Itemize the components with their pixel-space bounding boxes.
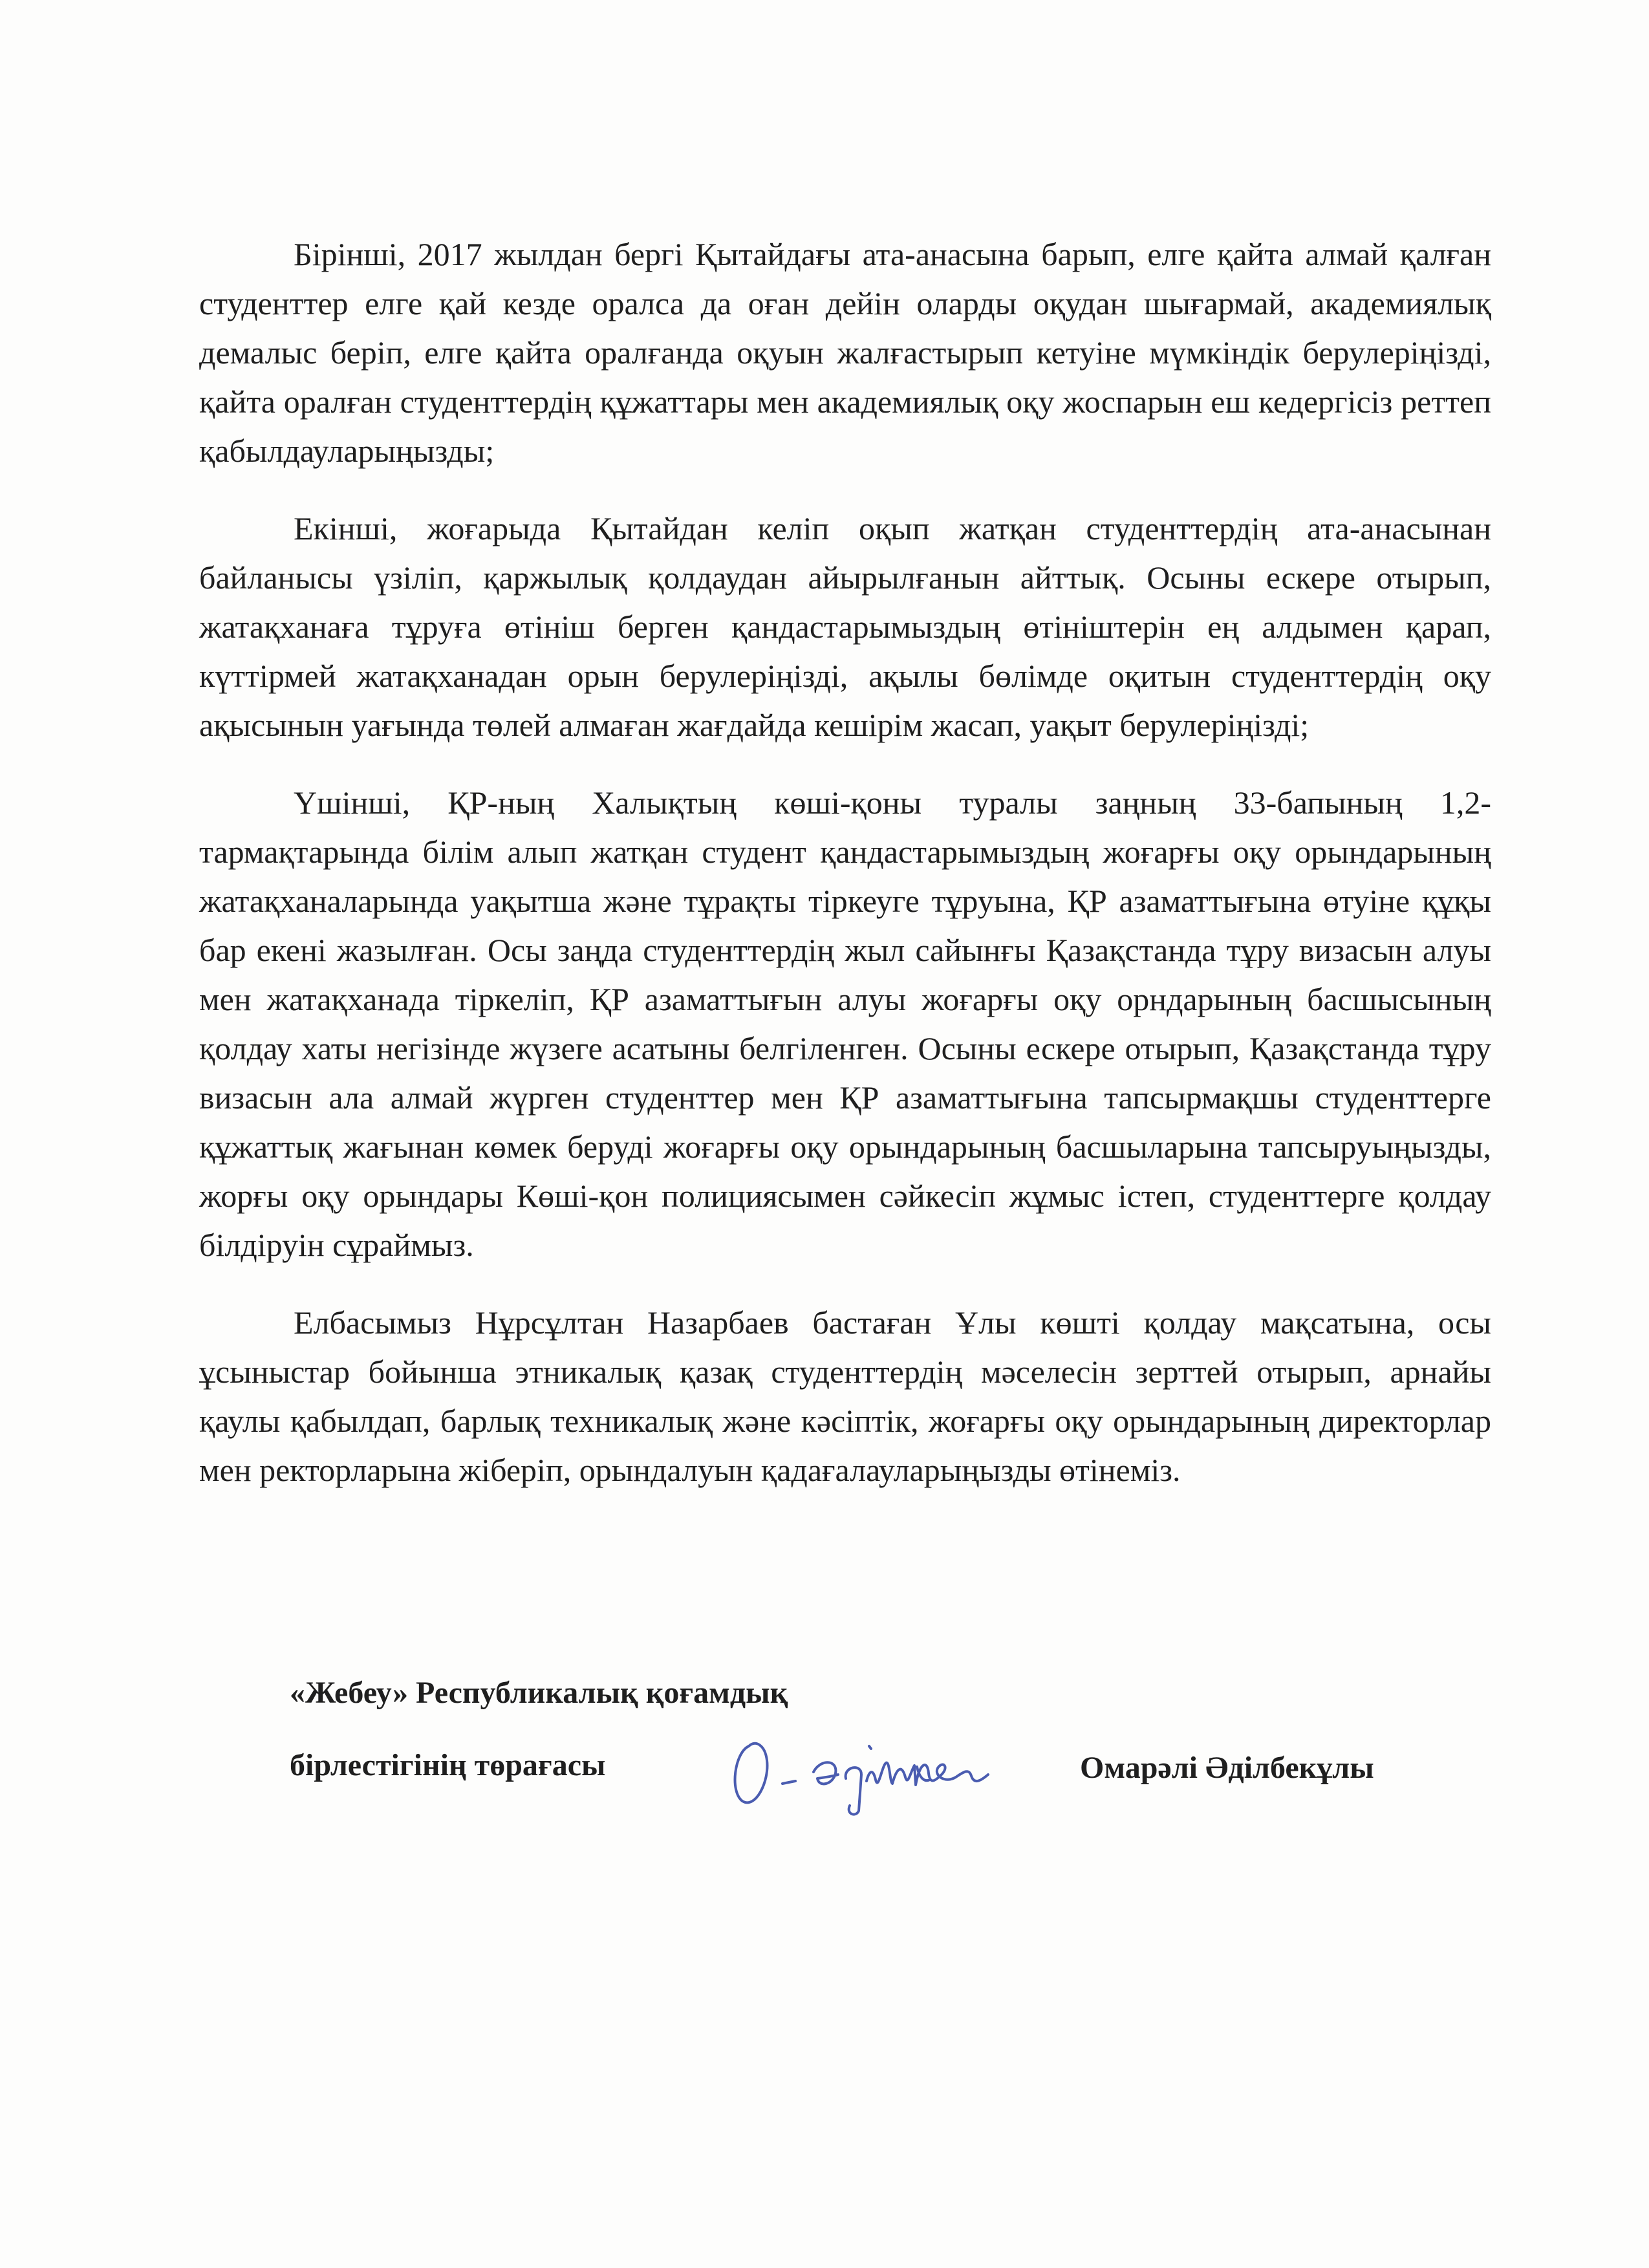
signatory-name: Омарәлі Әділбекұлы [1080,1751,1374,1785]
paragraph-third: Үшінші, ҚР-ның Халықтың көші-қоны туралы заңның 33-бапының 1,2-тармақтарында білім алып жатқан студент қандастарымыздың жоғарғы оқу орындарының жатақханаларында уақытша және тұрақты тіркеуге тұруына, ҚР азаматтығына өтуіне құқы бар екені жазылған. Осы заңда студенттердің жыл сайынғы Қазақстанда тұру визасын алуы мен жатақханада тіркеліп, ҚР азаматтығын алуы жоғарғы оқу орндарының басшысының қолдау хаты негізінде жүзеге асатыны белгіленген. Осыны ескере отырып, Қазақстанда тұру визасын ала алмай жүрген студенттер мен ҚР азаматтығына тапсырмақшы студенттерге құжаттық жағынан көмек беруді жоғарғы оқу орындарының басшыларына тапсыруыңызды, жорғы оқу орындары Көші-қон полициясымен сәйкесіп жұмыс істеп, студенттерге қолдау білдіруін сұраймыз. [199,784,1491,1263]
signatory-organization: «Жебеу» Республикалық қоғамдық [290,1676,788,1710]
paragraph-first: Бірінші, 2017 жылдан бергі Қытайдағы ата-анасына барып, елге қайта алмай қалған студенттер елге қай кезде оралса да оған дейін оларды оқудан шығармай, академиялық демалыс беріп, елге қайта оралғанда оқуын жалғастырып кетуіне мүмкіндік берулеріңізді, қайта оралған студенттердің құжаттары мен академиялық оқу жоспарын еш кедергісіз реттеп қабылдауларыңызды; [199,236,1491,469]
paragraph-fourth: Елбасымыз Нұрсұлтан Назарбаев бастаған Ұлы көшті қолдау мақсатына, осы ұсыныстар бойынша этникалық қазақ студенттердің мәселесін зерттей отырып, арнайы қаулы қабылдап, барлық техникалық және кәсіптік, жоғарғы оқу орындарының директорлар мен ректорларына жіберіп, орындалуын қадағалауларыңызды өтінеміз. [199,1304,1491,1488]
paragraph-second: Екінші, жоғарыда Қытайдан келіп оқып жатқан студенттердің ата-анасынан байланысы үзіліп, қаржылық қолдаудан айырылғанын айттық. Осыны ескере отырып, жатақханаға тұруға өтініш берген қандастарымыздың өтініштерін ең алдымен қарап, күттірмей жатақханадан орын берулеріңізді, ақылы бөлімде оқитын студенттердің оқу ақысынын уағында төлей алмаған жағдайда кешірім жасап, уақыт берулеріңізді; [199,510,1491,743]
signatory-title: бірлестігінің төрағасы [290,1748,606,1782]
letter-body [199,230,1491,1523]
handwritten-signature-icon [723,1720,1027,1817]
